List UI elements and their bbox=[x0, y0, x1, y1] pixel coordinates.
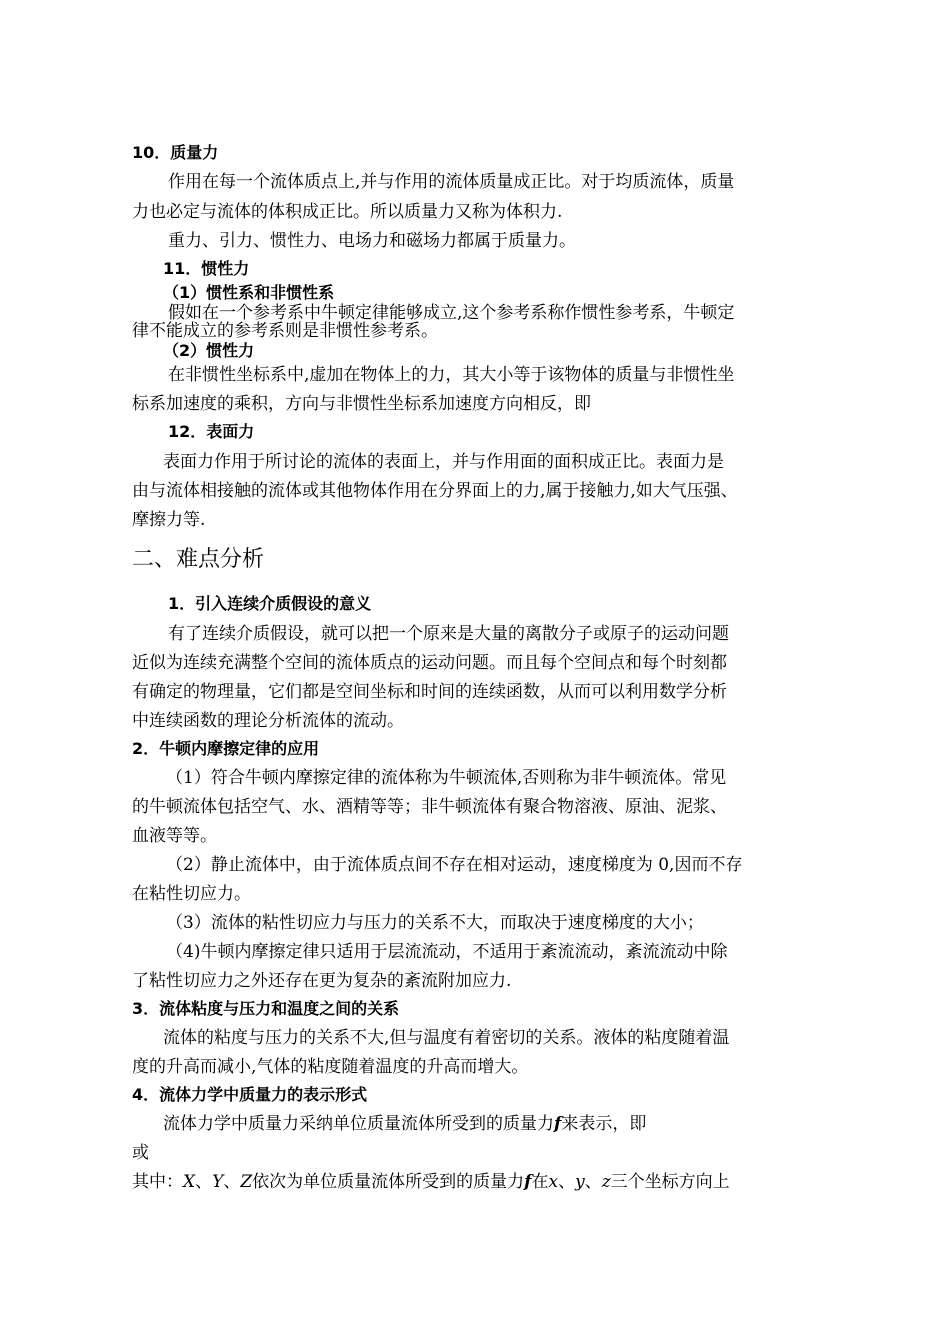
difficulty-1-line-4: 中连续函数的理论分析流体的流动。 bbox=[132, 711, 404, 731]
section-11-sub1-line-1: 假如在一个参考系中牛顿定律能够成立,这个参考系称作惯性参考系，牛顿定 bbox=[168, 303, 735, 323]
section-11-sub1-line-2: 律不能成立的参考系则是非惯性参考系。 bbox=[132, 321, 438, 341]
difficulty-2-item-1-line-3: 血液等等。 bbox=[132, 826, 217, 846]
section-11-subheading-2: （2）惯性力 bbox=[163, 341, 255, 360]
difficulty-2-item-4-line-1: （4)牛顿内摩擦定律只适用于层流流动，不适用于紊流流动，紊流流动中除 bbox=[166, 942, 728, 962]
section-10-paragraph-2: 重力、引力、惯性力、电场力和磁场力都属于质量力。 bbox=[168, 231, 576, 251]
section-12-line-1: 表面力作用于所讨论的流体的表面上，并与作用面的面积成正比。表面力是 bbox=[163, 452, 724, 472]
difficulty-4-line-1 bbox=[163, 1113, 646, 1135]
symbol-z: z bbox=[601, 1172, 611, 1192]
section-12-heading: 12．表面力 bbox=[168, 422, 255, 441]
difficulty-1-line-2: 近似为连续充满整个空间的流体质点的运动问题。而且每个空间点和每个时刻都 bbox=[132, 653, 727, 673]
difficulty-3-heading: 3．流体粘度与压力和温度之间的关系 bbox=[132, 999, 400, 1018]
difficulty-2-item-4-line-2: 了粘性切应力之外还存在更为复杂的紊流附加应力. bbox=[132, 971, 512, 991]
symbol-y: y bbox=[575, 1172, 585, 1192]
section-11-subheading-1: （1）惯性系和非惯性系 bbox=[163, 283, 335, 302]
separator-3: 、 bbox=[558, 1172, 576, 1192]
difficulty-1-line-1: 有了连续介质假设，就可以把一个原来是大量的离散分子或原子的运动问题 bbox=[168, 624, 729, 644]
difficulty-3-line-2: 度的升高而减小,气体的粘度随着温度的升高而增大。 bbox=[132, 1057, 529, 1077]
separator-2: 、 bbox=[223, 1172, 241, 1192]
section-10-heading: 10．质量力 bbox=[132, 143, 219, 162]
separator-4: 、 bbox=[584, 1172, 602, 1192]
line-3-text-b: 依次为单位质量流体所受到的质量力 bbox=[252, 1172, 525, 1192]
line-3-text-c: 在 bbox=[531, 1172, 549, 1192]
difficulty-4-line-1-text-a: 流体力学中质量力采纳单位质量流体所受到的质量力 bbox=[163, 1114, 554, 1134]
section-11-sub2-line-1: 在非惯性坐标系中,虚加在物体上的力，其大小等于该物体的质量与非惯性坐 bbox=[168, 365, 735, 385]
section-12-line-2: 由与流体相接触的流体或其他物体作用在分界面上的力,属于接触力,如大气压强、 bbox=[132, 481, 738, 501]
symbol-Z: Z bbox=[240, 1172, 253, 1192]
difficulty-2-item-2-line-2: 在粘性切应力。 bbox=[132, 884, 251, 904]
difficulty-1-heading: 1．引入连续介质假设的意义 bbox=[168, 594, 372, 613]
difficulty-1-line-3: 有确定的物理量，它们都是空间坐标和时间的连续函数，从而可以利用数学分析 bbox=[132, 682, 727, 702]
separator-1: 、 bbox=[195, 1172, 213, 1192]
part-2-heading: 二、难点分析 bbox=[132, 547, 265, 572]
symbol-X: X bbox=[183, 1172, 196, 1192]
difficulty-4-line-3 bbox=[132, 1171, 730, 1193]
symbol-f-2: f bbox=[524, 1172, 532, 1192]
section-10-paragraph-1-line-2: 力也必定与流体的体积成正比。所以质量力又称为体积力. bbox=[132, 202, 563, 222]
difficulty-2-item-2-line-1: （2）静止流体中，由于流体质点间不存在相对运动，速度梯度为 0,因而不存 bbox=[166, 855, 743, 875]
difficulty-2-item-3: （3）流体的粘性切应力与压力的关系不大，而取决于速度梯度的大小； bbox=[166, 913, 704, 933]
difficulty-2-heading: 2．牛顿内摩擦定律的应用 bbox=[132, 739, 320, 758]
section-11-heading: 11．惯性力 bbox=[163, 259, 250, 278]
difficulty-2-item-1-line-1: （1）符合牛顿内摩擦定律的流体称为牛顿流体,否则称为非牛顿流体。常见 bbox=[166, 768, 727, 788]
section-10-paragraph-1-line-1: 作用在每一个流体质点上,并与作用的流体质量成正比。对于均质流体，质量 bbox=[168, 172, 735, 192]
section-11-sub2-line-2: 标系加速度的乘积，方向与非惯性坐标系加速度方向相反，即 bbox=[132, 394, 591, 414]
symbol-x: x bbox=[548, 1172, 559, 1192]
difficulty-2-item-1-line-2: 的牛顿流体包括空气、水、酒精等等；非牛顿流体有聚合物溶液、原油、泥浆、 bbox=[132, 797, 727, 817]
difficulty-4-or: 或 bbox=[132, 1143, 149, 1163]
line-3-text-d: 三个坐标方向上 bbox=[610, 1172, 730, 1192]
symbol-f: f bbox=[554, 1114, 562, 1134]
difficulty-4-line-1-text-b: 来表示，即 bbox=[561, 1114, 647, 1134]
difficulty-4-heading: 4．流体力学中质量力的表示形式 bbox=[132, 1085, 368, 1104]
symbol-Y: Y bbox=[212, 1172, 224, 1192]
line-3-text-a: 其中： bbox=[132, 1172, 183, 1192]
difficulty-3-line-1: 流体的粘度与压力的关系不大,但与温度有着密切的关系。液体的粘度随着温 bbox=[163, 1028, 730, 1048]
section-12-line-3: 摩擦力等. bbox=[132, 510, 206, 530]
